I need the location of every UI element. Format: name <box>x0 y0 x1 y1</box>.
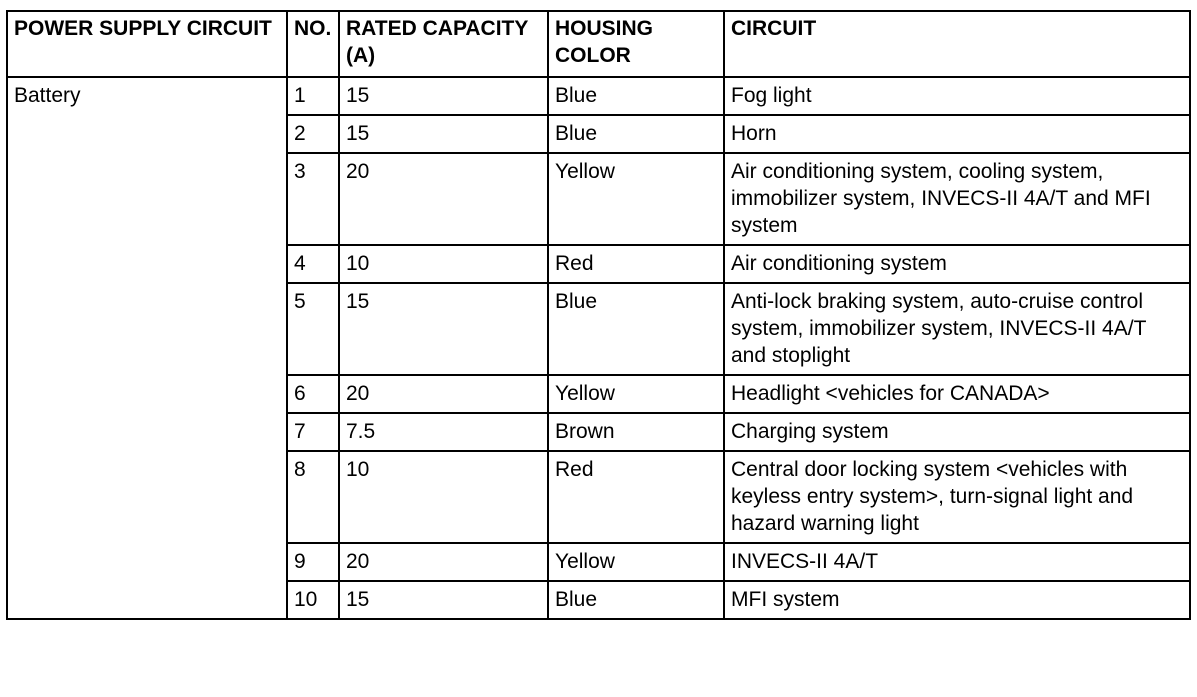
housing-color: Blue <box>548 581 724 619</box>
fuse-number: 6 <box>287 375 339 413</box>
fuse-table <box>6 10 1191 620</box>
housing-color: Yellow <box>548 543 724 581</box>
header-power-supply-circuit: POWER SUPPLY CIRCUIT <box>7 11 287 77</box>
circuit-description: INVECS-II 4A/T <box>724 543 1190 581</box>
rated-capacity: 20 <box>339 543 548 581</box>
circuit-description: Air conditioning system <box>724 245 1190 283</box>
fuse-number: 5 <box>287 283 339 375</box>
rated-capacity: 15 <box>339 283 548 375</box>
housing-color: Blue <box>548 115 724 153</box>
rated-capacity: 7.5 <box>339 413 548 451</box>
fuse-number: 10 <box>287 581 339 619</box>
fuse-number: 1 <box>287 77 339 115</box>
rated-capacity: 20 <box>339 153 548 245</box>
header-circuit: CIRCUIT <box>724 11 1190 77</box>
rated-capacity: 10 <box>339 245 548 283</box>
fuse-number: 9 <box>287 543 339 581</box>
housing-color: Blue <box>548 77 724 115</box>
circuit-description: MFI system <box>724 581 1190 619</box>
header-no: NO. <box>287 11 339 77</box>
table-body <box>7 77 1190 619</box>
circuit-description: Air conditioning system, cooling system, immobilizer system, INVECS-II 4A/T and MFI system <box>724 153 1190 245</box>
power-supply-cell: Battery <box>7 77 287 619</box>
fuse-number: 8 <box>287 451 339 543</box>
housing-color: Brown <box>548 413 724 451</box>
fuse-number: 4 <box>287 245 339 283</box>
header-housing-color: HOUSING COLOR <box>548 11 724 77</box>
fuse-number: 3 <box>287 153 339 245</box>
table-row <box>7 77 1190 115</box>
housing-color: Blue <box>548 283 724 375</box>
housing-color: Yellow <box>548 375 724 413</box>
rated-capacity: 10 <box>339 451 548 543</box>
circuit-description: Charging system <box>724 413 1190 451</box>
housing-color: Red <box>548 451 724 543</box>
circuit-description: Horn <box>724 115 1190 153</box>
housing-color: Yellow <box>548 153 724 245</box>
rated-capacity: 15 <box>339 581 548 619</box>
rated-capacity: 15 <box>339 77 548 115</box>
circuit-description: Central door locking system <vehicles with keyless entry system>, turn-signal light and hazard warning light <box>724 451 1190 543</box>
circuit-description: Anti-lock braking system, auto-cruise control system, immobilizer system, INVECS-II 4A/T and stoplight <box>724 283 1190 375</box>
housing-color: Red <box>548 245 724 283</box>
rated-capacity: 15 <box>339 115 548 153</box>
fuse-number: 7 <box>287 413 339 451</box>
header-rated-capacity: RATED CAPACITY (A) <box>339 11 548 77</box>
rated-capacity: 20 <box>339 375 548 413</box>
fuse-number: 2 <box>287 115 339 153</box>
circuit-description: Fog light <box>724 77 1190 115</box>
header-row <box>7 11 1190 77</box>
circuit-description: Headlight <vehicles for CANADA> <box>724 375 1190 413</box>
